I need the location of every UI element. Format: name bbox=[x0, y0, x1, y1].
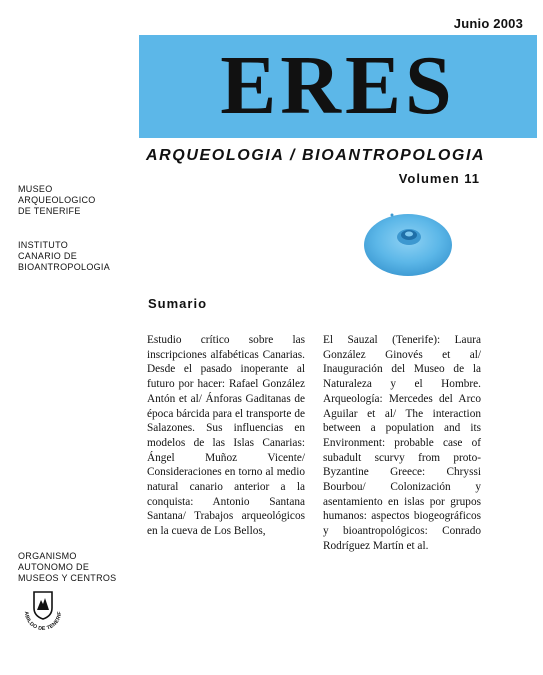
volume-number: Volumen 11 bbox=[398, 171, 480, 186]
blue-ceramic-artifact-icon bbox=[359, 209, 457, 279]
institution-line: INSTITUTO bbox=[18, 240, 69, 250]
institution-line: MUSEO bbox=[18, 184, 53, 194]
institution-instituto bbox=[18, 240, 110, 273]
institution-line: CANARIO DE bbox=[18, 251, 78, 261]
institution-line: ORGANISMO bbox=[18, 551, 77, 561]
journal-subtitle: ARQUEOLOGIA / BIOANTROPOLOGIA bbox=[146, 147, 486, 164]
sumario-column-2: El Sauzal (Tenerife): Laura González Ginovés et al/ Inauguración del Museo de la Naturaleza y el Hombre. Arqueología: Mercedes del Arco Aguilar et al/ The interaction between a population and its Environment: probable case of subadult scurvy from proto-Byzantine Greece: Chryssi Bourbou/ Colonización y asentamiento en islas por grupos humanos: aspectos biogeográficos y bioantropológicos: Conrado Rodríguez Martín et al. bbox=[323, 334, 481, 552]
cabildo-de-tenerife-seal-icon bbox=[19, 586, 67, 636]
sumario-column-1: Estudio crítico sobre las inscripciones alfabéticas Canarias. Desde el pasado inoperante al futuro por hacer: Rafael González Antón et al/ Ánforas Gaditanas de época bárcida para el transporte de Salazones. Sus influencias en modelos de las Islas Canarias: Ángel Muñoz Vicente/ Consideraciones en torno al medio natural canario anterior a la conquista: Antonio Santana Santana/ Trabajos arqueológicos en la cueva de Los Bellos, bbox=[147, 334, 305, 538]
journal-title: ERES bbox=[220, 39, 456, 132]
institution-museo bbox=[18, 184, 96, 217]
institution-line: BIOANTROPOLOGIA bbox=[18, 262, 111, 272]
svg-text:CABILDO DE TENERIFE: ABILDO DE TENERIF bbox=[22, 611, 64, 633]
title-banner bbox=[139, 35, 537, 138]
institution-organismo bbox=[18, 551, 117, 584]
sumario-heading: Sumario bbox=[148, 296, 208, 311]
issue-date: Junio 2003 bbox=[453, 16, 523, 31]
institution-line: AUTONOMO DE bbox=[18, 562, 90, 572]
institution-line: MUSEOS Y CENTROS bbox=[18, 573, 117, 583]
institution-line: ARQUEOLOGICO bbox=[18, 195, 96, 205]
institution-line: DE TENERIFE bbox=[18, 206, 81, 216]
